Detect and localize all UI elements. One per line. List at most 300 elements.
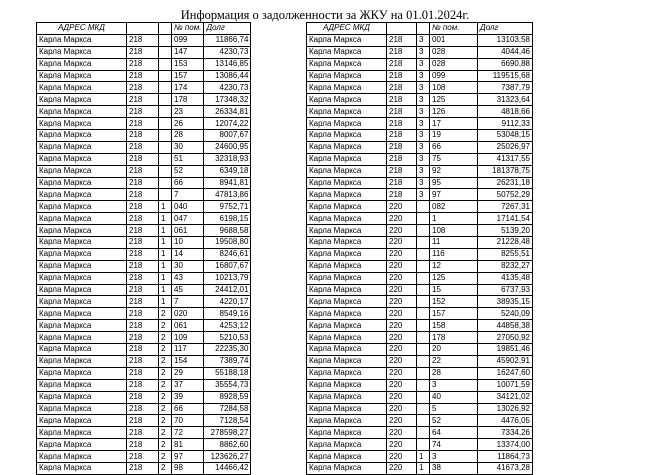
address-cell: Карла Маркса (307, 177, 387, 189)
building-number-cell: 220 (387, 213, 417, 225)
debt-cell: 4818,66 (478, 106, 533, 118)
section-cell: 1 (159, 296, 172, 308)
table-row (307, 141, 533, 153)
address-cell: Карла Маркса (307, 189, 387, 201)
section-cell (417, 332, 430, 344)
address-cell: Карла Маркса (307, 391, 387, 403)
building-number-cell: 218 (127, 70, 159, 82)
table-row (307, 58, 533, 70)
apartment-cell: 30 (172, 141, 204, 153)
apartment-cell: 158 (430, 320, 478, 332)
debt-cell: 13086,44 (204, 70, 251, 82)
building-number-cell: 218 (127, 94, 159, 106)
section-cell (417, 439, 430, 451)
building-number-cell: 218 (127, 189, 159, 201)
section-cell: 1 (159, 260, 172, 272)
debt-cell: 6198,15 (204, 213, 251, 225)
address-cell: Карла Маркса (307, 130, 387, 142)
apartment-cell: 72 (172, 427, 204, 439)
section-cell: 1 (159, 225, 172, 237)
address-cell: Карла Маркса (307, 118, 387, 130)
table-row (37, 225, 251, 237)
building-number-cell: 218 (127, 355, 159, 367)
table-row (37, 106, 251, 118)
address-cell: Карла Маркса (307, 70, 387, 82)
debt-cell: 7387,79 (478, 82, 533, 94)
address-cell: Карла Маркса (307, 213, 387, 225)
section-cell: 3 (417, 153, 430, 165)
debt-cell: 26231,18 (478, 177, 533, 189)
table-row (307, 332, 533, 344)
apartment-cell: 178 (172, 94, 204, 106)
table-row (37, 46, 251, 58)
table-row (37, 118, 251, 130)
table-row (307, 225, 533, 237)
address-header: АДРЕС МКД (37, 23, 127, 35)
building-number-cell: 218 (127, 260, 159, 272)
table-row (37, 332, 251, 344)
apartment-cell: 116 (430, 248, 478, 260)
debt-cell: 6349,18 (204, 165, 251, 177)
address-cell: Карла Маркса (307, 165, 387, 177)
building-number-cell: 218 (127, 320, 159, 332)
address-cell: Карла Маркса (307, 403, 387, 415)
debt-cell: 8255,51 (478, 248, 533, 260)
apartment-cell: 047 (172, 213, 204, 225)
debt-cell: 7389,74 (204, 355, 251, 367)
table-row (307, 296, 533, 308)
address-cell: Карла Маркса (307, 106, 387, 118)
address-cell: Карла Маркса (37, 462, 127, 474)
apartment-cell: 099 (172, 34, 204, 46)
apartment-cell: 29 (172, 367, 204, 379)
debt-cell: 7334,26 (478, 427, 533, 439)
section-cell: 2 (159, 427, 172, 439)
section-cell: 3 (417, 118, 430, 130)
section-cell: 3 (417, 165, 430, 177)
debt-cell: 8232,27 (478, 260, 533, 272)
apartment-cell: 157 (172, 70, 204, 82)
page-title: Информация о задолженности за ЖКУ на 01.01.2024г. (180, 8, 470, 22)
building-number-cell: 220 (387, 237, 417, 249)
apartment-cell: 95 (430, 177, 478, 189)
debt-cell: 27050,92 (478, 332, 533, 344)
address-cell: Карла Маркса (37, 332, 127, 344)
section-cell: 2 (159, 379, 172, 391)
section-cell: 1 (159, 201, 172, 213)
section-cell (417, 248, 430, 260)
address-cell: Карла Маркса (37, 272, 127, 284)
address-cell: Карла Маркса (307, 379, 387, 391)
apartment-cell: 153 (172, 58, 204, 70)
section-cell (417, 403, 430, 415)
address-cell: Карла Маркса (37, 94, 127, 106)
table-header-row (37, 23, 251, 35)
debt-cell: 278598,27 (204, 427, 251, 439)
table-row (307, 272, 533, 284)
debt-table-left (36, 22, 251, 475)
table-row (37, 308, 251, 320)
address-cell: Карла Маркса (37, 177, 127, 189)
section-cell: 2 (159, 439, 172, 451)
section-cell: 3 (417, 34, 430, 46)
debt-cell: 5240,09 (478, 308, 533, 320)
section-cell (159, 70, 172, 82)
building-number-cell: 218 (387, 141, 417, 153)
table-row (307, 82, 533, 94)
address-cell: Карла Маркса (307, 82, 387, 94)
building-number-cell: 218 (127, 58, 159, 70)
section-cell (417, 344, 430, 356)
apartment-cell: 040 (172, 201, 204, 213)
building-number-cell: 218 (387, 82, 417, 94)
address-cell: Карла Маркса (37, 391, 127, 403)
address-cell: Карла Маркса (37, 70, 127, 82)
building-number-cell: 218 (127, 415, 159, 427)
building-number-cell: 218 (127, 403, 159, 415)
section-cell: 2 (159, 332, 172, 344)
section-cell: 2 (159, 355, 172, 367)
section-cell: 2 (159, 462, 172, 474)
section-cell (417, 308, 430, 320)
debt-cell: 4230,73 (204, 46, 251, 58)
apartment-cell: 52 (172, 165, 204, 177)
address-cell: Карла Маркса (307, 451, 387, 463)
table-row (37, 260, 251, 272)
address-cell: Карла Маркса (37, 439, 127, 451)
building-number-cell: 220 (387, 320, 417, 332)
table-row (307, 118, 533, 130)
apartment-cell: 70 (172, 415, 204, 427)
debt-cell: 4230,73 (204, 82, 251, 94)
debt-cell: 11864,73 (478, 451, 533, 463)
section-cell: 3 (417, 46, 430, 58)
debt-table-right (306, 22, 533, 475)
debt-cell: 44858,38 (478, 320, 533, 332)
address-cell: Карла Маркса (37, 260, 127, 272)
apartment-cell: 126 (430, 106, 478, 118)
building-number-cell: 218 (127, 201, 159, 213)
building-number-cell: 218 (387, 58, 417, 70)
building-number-cell: 218 (127, 344, 159, 356)
table-row (37, 130, 251, 142)
address-cell: Карла Маркса (307, 260, 387, 272)
debt-cell: 24600,95 (204, 141, 251, 153)
address-cell: Карла Маркса (37, 237, 127, 249)
building-number-cell: 220 (387, 284, 417, 296)
building-number-cell: 220 (387, 451, 417, 463)
apartment-cell: 66 (430, 141, 478, 153)
building-number-cell: 220 (387, 260, 417, 272)
apartment-cell: 5 (430, 403, 478, 415)
section-cell: 2 (159, 320, 172, 332)
debt-cell: 5139,20 (478, 225, 533, 237)
apartment-cell: 1 (430, 213, 478, 225)
table-row (37, 70, 251, 82)
section-cell (159, 189, 172, 201)
apartment-cell: 52 (430, 415, 478, 427)
building-number-cell: 218 (127, 462, 159, 474)
apartment-cell: 109 (172, 332, 204, 344)
table-row (307, 177, 533, 189)
debt-cell: 22235,30 (204, 344, 251, 356)
table-row (37, 355, 251, 367)
table-row (307, 367, 533, 379)
address-cell: Карла Маркса (307, 439, 387, 451)
section-cell (159, 82, 172, 94)
address-cell: Карла Маркса (37, 451, 127, 463)
apartment-cell: 154 (172, 355, 204, 367)
building-number-cell: 218 (127, 439, 159, 451)
section-cell (417, 415, 430, 427)
address-cell: Карла Маркса (37, 296, 127, 308)
section-cell (417, 201, 430, 213)
section-cell (159, 165, 172, 177)
apartment-cell: 157 (430, 308, 478, 320)
apartment-cell: 14 (172, 248, 204, 260)
apartment-cell: 099 (430, 70, 478, 82)
section-cell (417, 391, 430, 403)
table-row (307, 260, 533, 272)
section-cell (417, 237, 430, 249)
building-number-cell: 220 (387, 248, 417, 260)
apartment-cell: 028 (430, 46, 478, 58)
address-cell: Карла Маркса (307, 462, 387, 474)
debt-cell: 47813,86 (204, 189, 251, 201)
apartment-cell: 3 (430, 451, 478, 463)
debt-cell: 9688,58 (204, 225, 251, 237)
debt-cell: 4044,46 (478, 46, 533, 58)
table-row (37, 272, 251, 284)
section-cell (159, 153, 172, 165)
debt-cell: 9752,71 (204, 201, 251, 213)
apartment-cell: 28 (430, 367, 478, 379)
building-number-cell: 218 (127, 237, 159, 249)
address-cell: Карла Маркса (37, 46, 127, 58)
section-cell: 2 (159, 367, 172, 379)
address-cell: Карла Маркса (37, 403, 127, 415)
address-cell: Карла Маркса (307, 308, 387, 320)
debt-cell: 41673,28 (478, 462, 533, 474)
apartment-cell: 7 (172, 189, 204, 201)
apartment-cell: 66 (172, 177, 204, 189)
debt-cell: 41317,55 (478, 153, 533, 165)
section-cell (159, 34, 172, 46)
debt-cell: 13026,92 (478, 403, 533, 415)
section-cell: 2 (159, 308, 172, 320)
apartment-cell: 125 (430, 272, 478, 284)
table-row (307, 165, 533, 177)
apartment-cell: 64 (430, 427, 478, 439)
debt-cell: 13146,85 (204, 58, 251, 70)
address-cell: Карла Маркса (307, 296, 387, 308)
address-cell: Карла Маркса (37, 82, 127, 94)
section-cell: 3 (417, 141, 430, 153)
debt-cell: 8862,60 (204, 439, 251, 451)
table-row (37, 403, 251, 415)
debt-cell: 34121,02 (478, 391, 533, 403)
section-cell: 3 (417, 58, 430, 70)
apartment-cell: 43 (172, 272, 204, 284)
building-number-cell: 218 (127, 46, 159, 58)
building-number-cell: 218 (127, 106, 159, 118)
debt-cell: 38935,15 (478, 296, 533, 308)
debt-cell: 7284,58 (204, 403, 251, 415)
table-row (37, 296, 251, 308)
building-number-cell: 218 (127, 34, 159, 46)
address-cell: Карла Маркса (37, 379, 127, 391)
section-cell: 3 (417, 70, 430, 82)
apartment-cell: 38 (430, 462, 478, 474)
apartment-cell: 97 (172, 451, 204, 463)
building-number-cell: 220 (387, 296, 417, 308)
apartment-cell: 98 (172, 462, 204, 474)
apartment-cell: 028 (430, 58, 478, 70)
table-row (307, 427, 533, 439)
address-cell: Карла Маркса (37, 130, 127, 142)
debt-cell: 8928,59 (204, 391, 251, 403)
building-number-cell: 220 (387, 308, 417, 320)
address-cell: Карла Маркса (37, 367, 127, 379)
debt-cell: 9112,33 (478, 118, 533, 130)
section-cell: 3 (417, 94, 430, 106)
address-cell: Карла Маркса (37, 58, 127, 70)
section-cell (159, 94, 172, 106)
table-row (37, 427, 251, 439)
table-row (37, 201, 251, 213)
address-cell: Карла Маркса (307, 34, 387, 46)
table-row (37, 94, 251, 106)
debt-cell: 19508,80 (204, 237, 251, 249)
apartment-cell: 125 (430, 94, 478, 106)
apartment-cell: 37 (172, 379, 204, 391)
section-cell (417, 213, 430, 225)
section-cell (159, 118, 172, 130)
building-number-cell: 220 (387, 403, 417, 415)
address-cell: Карла Маркса (307, 415, 387, 427)
table-row (37, 284, 251, 296)
building-number-cell: 218 (127, 427, 159, 439)
table-row (307, 355, 533, 367)
address-header: АДРЕС МКД (307, 23, 387, 35)
section-cell (159, 177, 172, 189)
building-number-cell: 218 (127, 308, 159, 320)
section-cell (417, 379, 430, 391)
section-cell: 1 (159, 248, 172, 260)
debt-cell: 25026,97 (478, 141, 533, 153)
debt-cell: 4253,12 (204, 320, 251, 332)
building-number-cell: 218 (127, 177, 159, 189)
debt-cell: 26334,81 (204, 106, 251, 118)
building-number-cell: 220 (387, 344, 417, 356)
building-number-cell: 218 (127, 213, 159, 225)
apartment-cell: 061 (172, 320, 204, 332)
building-number-cell: 218 (387, 70, 417, 82)
apartment-cell: 22 (430, 355, 478, 367)
building-number-cell: 220 (387, 427, 417, 439)
table-row (307, 237, 533, 249)
building-number-cell: 218 (127, 141, 159, 153)
debt-cell: 17141,54 (478, 213, 533, 225)
address-cell: Карла Маркса (307, 237, 387, 249)
debt-cell: 32318,93 (204, 153, 251, 165)
address-cell: Карла Маркса (307, 344, 387, 356)
building-number-cell: 220 (387, 415, 417, 427)
address-cell: Карла Маркса (37, 106, 127, 118)
building-number-cell: 218 (127, 284, 159, 296)
address-cell: Карла Маркса (307, 153, 387, 165)
building-number-cell: 218 (127, 367, 159, 379)
table-row (37, 415, 251, 427)
address-cell: Карла Маркса (307, 284, 387, 296)
table-row (307, 379, 533, 391)
apartment-cell: 10 (172, 237, 204, 249)
apartment-cell: 15 (430, 284, 478, 296)
building-number-cell: 218 (127, 379, 159, 391)
building-header (387, 23, 417, 35)
building-number-cell: 218 (387, 165, 417, 177)
table-row (307, 94, 533, 106)
address-cell: Карла Маркса (307, 355, 387, 367)
debt-cell: 24412,01 (204, 284, 251, 296)
apartment-cell: 66 (172, 403, 204, 415)
building-number-cell: 218 (387, 153, 417, 165)
debt-cell: 14466,42 (204, 462, 251, 474)
debt-cell: 6737,93 (478, 284, 533, 296)
apartment-cell: 117 (172, 344, 204, 356)
building-number-cell: 218 (387, 118, 417, 130)
apartment-cell: 147 (172, 46, 204, 58)
apartment-cell: 92 (430, 165, 478, 177)
table-row (37, 58, 251, 70)
table-row (307, 391, 533, 403)
apartment-cell: 178 (430, 332, 478, 344)
apartment-header: № пом. (430, 23, 478, 35)
debt-cell: 35554,73 (204, 379, 251, 391)
debt-cell: 8007,67 (204, 130, 251, 142)
building-number-cell: 218 (127, 153, 159, 165)
table-row (37, 153, 251, 165)
address-cell: Карла Маркса (37, 355, 127, 367)
table-row (307, 344, 533, 356)
debt-cell: 10071,59 (478, 379, 533, 391)
table-row (307, 451, 533, 463)
debt-cell: 53048,15 (478, 130, 533, 142)
apartment-cell: 30 (172, 260, 204, 272)
table-row (307, 308, 533, 320)
apartment-cell: 061 (172, 225, 204, 237)
table-row (37, 391, 251, 403)
address-cell: Карла Маркса (307, 201, 387, 213)
address-cell: Карла Маркса (307, 367, 387, 379)
table-row (37, 462, 251, 474)
debt-cell: 16807,67 (204, 260, 251, 272)
table-row (307, 201, 533, 213)
section-cell (417, 320, 430, 332)
apartment-cell: 108 (430, 225, 478, 237)
table-row (307, 320, 533, 332)
building-number-cell: 218 (127, 225, 159, 237)
debt-cell: 16247,60 (478, 367, 533, 379)
section-cell: 1 (159, 237, 172, 249)
apartment-header: № пом. (172, 23, 204, 35)
debt-cell: 4135,48 (478, 272, 533, 284)
address-cell: Карла Маркса (37, 118, 127, 130)
building-number-cell: 220 (387, 201, 417, 213)
table-row (307, 284, 533, 296)
table-row (37, 177, 251, 189)
table-row (307, 189, 533, 201)
